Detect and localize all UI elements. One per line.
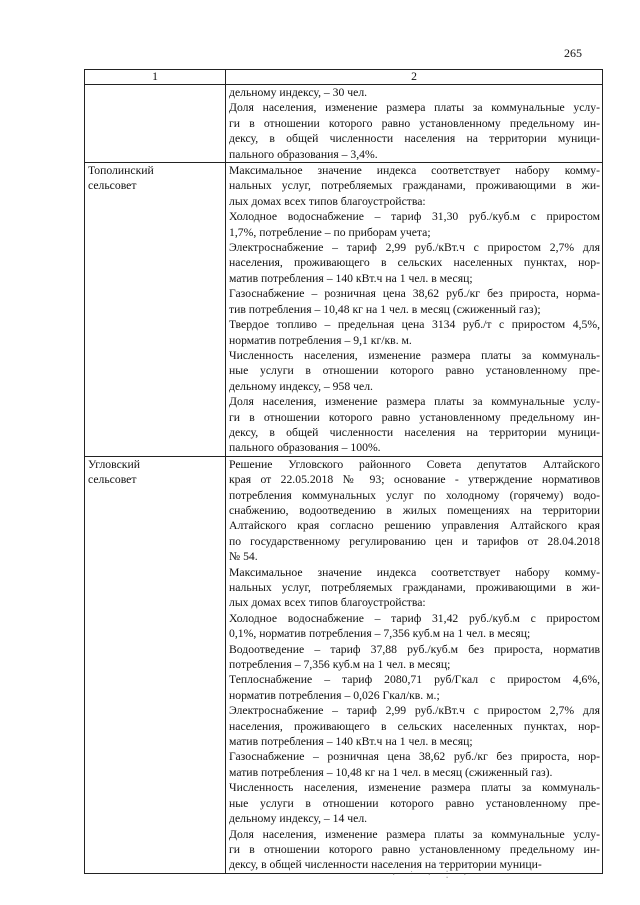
region-name-line: Тополинский: [88, 164, 154, 178]
paragraph-line: Максимальное значение индекса соответствует набору комму-: [229, 565, 600, 579]
paragraph-line: дельному индексу, – 958 чел.: [229, 379, 373, 393]
page-number: 265: [564, 46, 582, 60]
paragraph-line: нальных услуг, потребляемых гражданами, проживающими в жи-: [229, 179, 600, 193]
paragraph-line: потребления – 7,356 куб.м на 1 чел. в месяц;: [229, 658, 451, 672]
description-cell: [226, 163, 603, 457]
paragraph-line: пального образования – 3,4%.: [229, 147, 378, 161]
paragraph-line: Газоснабжение – розничная цена 38,62 руб./кг без прироста, нор-: [229, 750, 600, 764]
header-row: [85, 70, 603, 85]
paragraph-line: потребления коммунальных услуг по холодному (горячему) водо-: [229, 488, 600, 502]
table-row: [85, 85, 603, 163]
paragraph-line: населения, проживающего в сельских населенных пунктах, нор-: [229, 719, 600, 733]
scan-specks: · ˙ · ⁚ ·: [392, 870, 473, 881]
paragraph-line: Доля населения, изменение размера платы за коммунальные услу-: [229, 827, 600, 841]
paragraph-line: Электроснабжение – тариф 2,99 руб./кВт.ч с приростом 2,7% для: [229, 704, 600, 718]
paragraph-line: лых домах всех типов благоустройства:: [229, 596, 426, 610]
paragraph-line: 1,7%, потребление – по приборам учета;: [229, 225, 431, 239]
region-name-line: Угловский: [88, 457, 140, 471]
table-row: [85, 163, 603, 457]
paragraph-line: пального образования – 100%.: [229, 441, 381, 455]
paragraph-line: тив потребления – 10,48 кг на 1 чел. в месяц (сжиженный газ);: [229, 302, 541, 316]
paragraph-line: населения, проживающего в сельских населенных пунктах, нор-: [229, 256, 600, 270]
paragraph-line: Холодное водоснабжение – тариф 31,30 руб./куб.м с приростом: [229, 210, 600, 224]
column-header-2: 2: [226, 70, 603, 85]
paragraph-line: дексу, в общей численности населения на территории муници-: [229, 858, 542, 872]
paragraph-line: ги в отношении которого равно установленному предельному ин-: [229, 116, 600, 130]
paragraph-line: дексу, в общей численности населения на территории муници-: [229, 425, 600, 439]
region-name-line: сельсовет: [88, 473, 137, 487]
column-header-1: 1: [85, 70, 226, 85]
paragraph-line: Численность населения, изменение размера платы за коммуналь-: [229, 781, 600, 795]
paragraph-line: норматив потребления – 0,026 Гкал/кв. м.;: [229, 688, 440, 702]
region-cell: [85, 456, 226, 873]
paragraph-line: Доля населения, изменение размера платы за коммунальные услу-: [229, 101, 600, 115]
paragraph-line: Доля населения, изменение размера платы за коммунальные услу-: [229, 395, 600, 409]
paragraph-line: ные услуги в отношении которого равно установленному пре-: [229, 796, 600, 810]
paragraph-line: Газоснабжение – розничная цена 38,62 руб./кг без прироста, норма-: [229, 287, 600, 301]
paragraph-line: Теплоснабжение – тариф 2080,71 руб/Гкал с приростом 4,6%,: [229, 673, 600, 687]
paragraph-line: норматив потребления – 9,1 кг/кв. м.: [229, 333, 412, 347]
paragraph-line: матив потребления – 140 кВт.ч на 1 чел. в месяц;: [229, 271, 473, 285]
paragraph-line: нальных услуг, потребляемых гражданами, проживающими в жи-: [229, 581, 600, 594]
tariff-table: [84, 69, 603, 874]
description-cell: [226, 456, 603, 873]
paragraph-line: ные услуги в отношении которого равно установленному пре-: [229, 364, 600, 378]
paragraph-line: лых домах всех типов благоустройства:: [229, 194, 426, 208]
region-cell: [85, 163, 226, 457]
table-body: [85, 85, 603, 874]
paragraph-line: снабжению, водоотведению в жилых помещениях на территории: [229, 503, 600, 517]
paragraph-line: ги в отношении которого равно установленному предельному ин-: [229, 842, 600, 856]
paragraph-line: матив потребления – 140 кВт.ч на 1 чел. в месяц;: [229, 735, 473, 749]
paragraph-line: края от 22.05.2018 № 93; основание - утверждение нормативов: [229, 473, 600, 487]
paragraph-line: Численность населения, изменение размера платы за коммуналь-: [229, 348, 600, 362]
paragraph-line: Максимальное значение индекса соответствует набору комму-: [229, 164, 600, 178]
paragraph-line: Холодное водоснабжение – тариф 31,42 руб./куб.м с приростом: [229, 611, 600, 625]
region-name-line: сельсовет: [88, 179, 137, 193]
paragraph-line: дельному индексу, – 14 чел.: [229, 812, 368, 826]
paragraph-line: дельному индексу, – 30 чел.: [229, 86, 368, 99]
paragraph-line: Алтайского края согласно решению управления Алтайского края: [229, 519, 600, 533]
table-row: [85, 456, 603, 873]
paragraph-line: дексу, в общей численности населения на территории муници-: [229, 132, 600, 146]
paragraph-line: 0,1%, норматив потребления – 7,356 куб.м на 1 чел. в месяц;: [229, 627, 531, 641]
region-cell: [85, 85, 226, 163]
paragraph-line: Решение Угловского районного Совета депутатов Алтайского: [229, 457, 600, 471]
paragraph-line: ги в отношении которого равно установленному предельному ин-: [229, 410, 600, 424]
paragraph-line: матив потребления – 10,48 кг на 1 чел. в месяц (сжиженный газ).: [229, 765, 553, 779]
paragraph-line: Твердое топливо – предельная цена 3134 руб./т с приростом 4,5%,: [229, 318, 600, 332]
paragraph-line: № 54.: [229, 550, 258, 564]
paragraph-line: Электроснабжение – тариф 2,99 руб./кВт.ч с приростом 2,7% для: [229, 241, 600, 255]
description-cell: [226, 85, 603, 163]
paragraph-line: по государственному регулированию цен и тарифов от 28.04.2018: [229, 534, 600, 548]
paragraph-line: Водоотведение – тариф 37,88 руб./куб.м без прироста, норматив: [229, 642, 600, 656]
